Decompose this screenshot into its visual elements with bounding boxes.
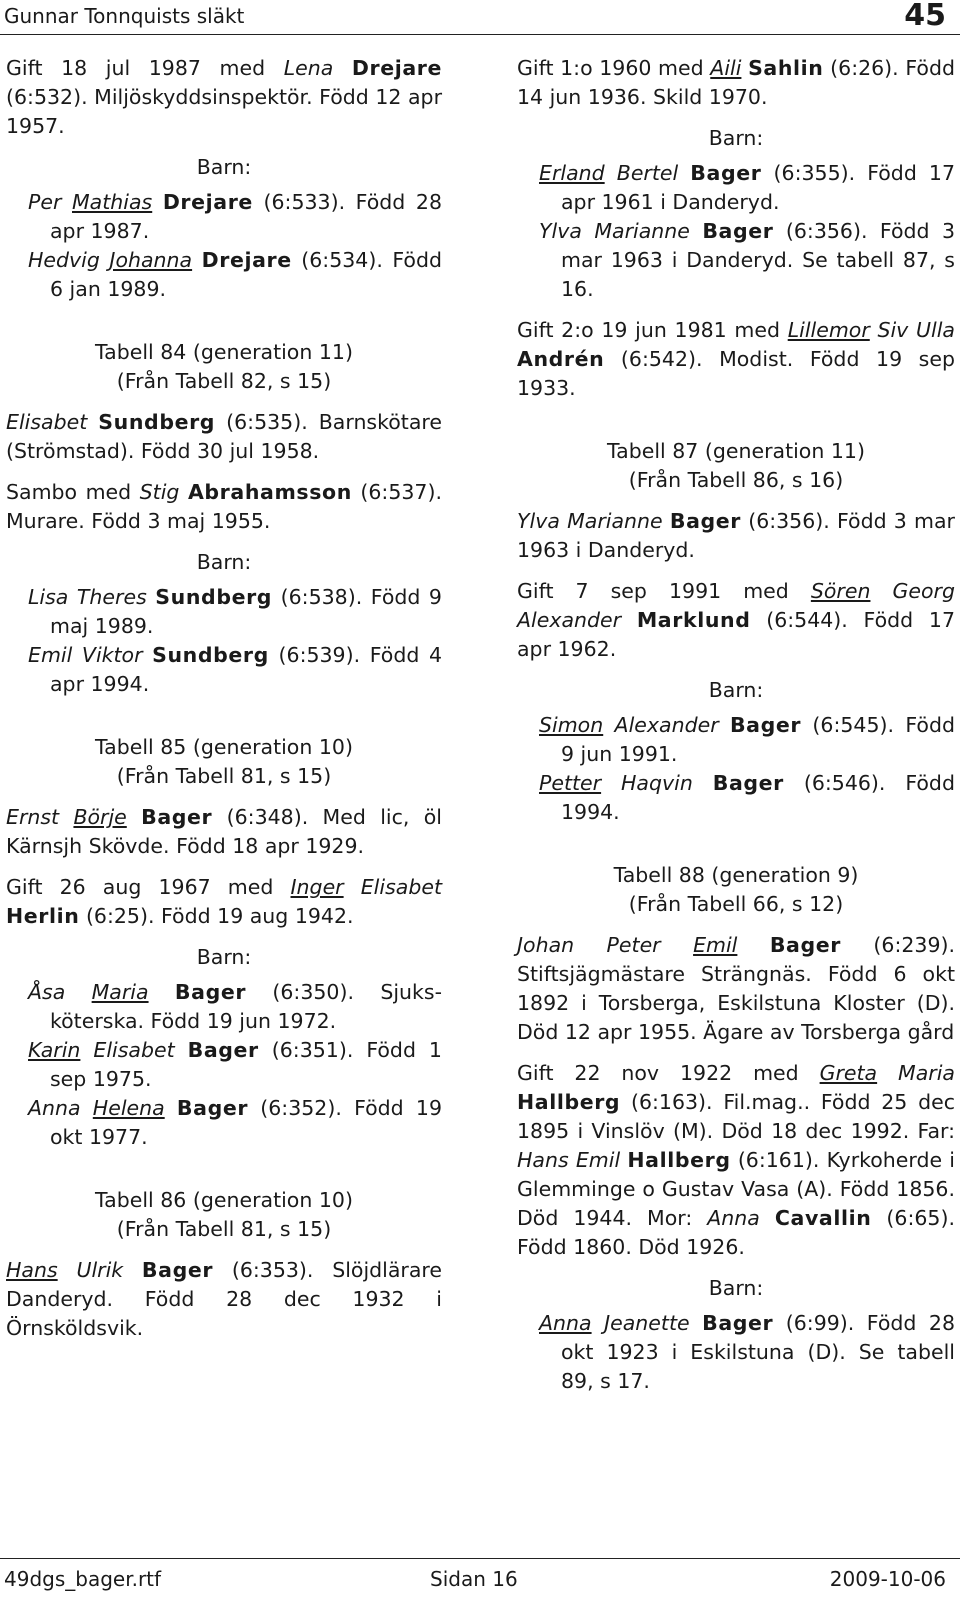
- person-entry: Ylva Marianne Bager (6:356). Född 3 mar 1963 i Danderyd.: [517, 509, 955, 562]
- child-entry: Per Mathias Drejare (6:533). Född 28 apr 1987.: [28, 190, 442, 243]
- child-entry: Erland Bertel Bager (6:355). Född 17 apr 1961 i Danderyd.: [539, 161, 955, 214]
- table-heading: Tabell 86 (generation 10): [95, 1188, 353, 1212]
- children-heading: Barn:: [708, 678, 764, 702]
- child-entry: Hedvig Johanna Drejare (6:534). Född 6 jan 1989.: [28, 248, 442, 301]
- marriage-entry: Gift 26 aug 1967 med Inger Elisabet Herlin (6:25). Född 19 aug 1942.: [6, 875, 442, 928]
- child-entry: Ylva Marianne Bager (6:356). Född 3 mar 1963 i Danderyd. Se tabell 87, s 16.: [539, 219, 955, 301]
- marriage-entry: Gift 18 jul 1987 med Lena Drejare (6:532). Miljöskyddsinspektör. Född 12 apr 1957.: [6, 56, 442, 138]
- person-entry: Elisabet Sundberg (6:535). Barnskötare (Strömstad). Född 30 jul 1958.: [6, 410, 442, 463]
- footer-date: 2009-10-06: [829, 1567, 946, 1591]
- child-entry: Petter Haqvin Bager (6:546). Född 1994.: [539, 771, 955, 824]
- table-source: (Från Tabell 66, s 12): [628, 892, 844, 916]
- footer-filename: 49dgs_bager.rtf: [4, 1567, 162, 1591]
- table-heading: Tabell 87 (generation 11): [607, 439, 865, 463]
- child-entry: Lisa Theres Sundberg (6:538). Född 9 maj 1989.: [28, 585, 442, 638]
- table-source: (Från Tabell 81, s 15): [116, 1217, 332, 1241]
- children-heading: Barn:: [708, 126, 764, 150]
- children-heading: Barn:: [196, 945, 252, 969]
- table-heading: Tabell 88 (generation 9): [613, 863, 859, 887]
- child-entry: Karin Elisabet Bager (6:351). Född 1 sep 1975.: [28, 1038, 442, 1091]
- person-entry: Ernst Börje Bager (6:348). Med lic, öl Kärnsjh Skövde. Född 18 apr 1929.: [6, 805, 442, 858]
- right-column: [517, 54, 955, 1396]
- children-heading: Barn:: [196, 550, 252, 574]
- table-source: (Från Tabell 82, s 15): [116, 369, 332, 393]
- marriage-entry: Gift 22 nov 1922 med Greta Maria Hallberg (6:163). Fil.mag.. Född 25 dec 1895 i Vinslöv (M). Död 18 dec 1992. Far: Hans Emil Hallberg (6:161). Kyrkoherde i Glemminge o Gustav Vasa (A). Född 1856. Död 1944. Mor: Anna Cavallin (6:65). Född 1860. Död 1926.: [517, 1061, 955, 1259]
- marriage-entry: Gift 7 sep 1991 med Sören Georg Alexander Marklund (6:544). Född 17 apr 1962.: [517, 579, 955, 661]
- person-entry: Johan Peter Emil Bager (6:239). Stiftsjägmästare Strängnäs. Född 6 okt 1892 i Torsberga, Eskilstuna Kloster (D). Död 12 apr 1955. Ägare av Torsberga gård: [517, 933, 955, 1044]
- footer-page: Sidan 16: [430, 1567, 518, 1591]
- child-entry: Anna Helena Bager (6:352). Född 19 okt 1977.: [28, 1096, 442, 1149]
- page-number: 45: [904, 0, 946, 33]
- page-footer: [0, 1558, 960, 1597]
- children-heading: Barn:: [708, 1276, 764, 1300]
- child-entry: Simon Alexander Bager (6:545). Född 9 jun 1991.: [539, 713, 955, 766]
- page-header: [0, 0, 960, 35]
- partner-entry: Sambo med Stig Abrahamsson (6:537). Murare. Född 3 maj 1955.: [6, 480, 442, 533]
- header-title: Gunnar Tonnquists släkt: [4, 4, 245, 28]
- marriage-entry: Gift 2:o 19 jun 1981 med Lillemor Siv Ulla Andrén (6:542). Modist. Född 19 sep 1933.: [517, 318, 955, 400]
- marriage-entry: Gift 1:o 1960 med Aili Sahlin (6:26). Född 14 jun 1936. Skild 1970.: [517, 56, 955, 109]
- child-entry: Emil Viktor Sundberg (6:539). Född 4 apr 1994.: [28, 643, 442, 696]
- children-heading: Barn:: [196, 155, 252, 179]
- person-entry: Hans Ulrik Bager (6:353). Slöjdlärare Danderyd. Född 28 dec 1932 i Örnsköldsvik.: [6, 1258, 442, 1340]
- child-entry: Anna Jeanette Bager (6:99). Född 28 okt 1923 i Eskilstuna (D). Se tabell 89, s 17.: [539, 1311, 955, 1393]
- table-source: (Från Tabell 86, s 16): [628, 468, 844, 492]
- child-entry: Åsa Maria Bager (6:350). Sjuksköterska. Född 19 jun 1972.: [28, 980, 442, 1033]
- table-heading: Tabell 85 (generation 10): [95, 735, 353, 759]
- table-source: (Från Tabell 81, s 15): [116, 764, 332, 788]
- table-heading: Tabell 84 (generation 11): [95, 340, 353, 364]
- left-column: [6, 54, 442, 1343]
